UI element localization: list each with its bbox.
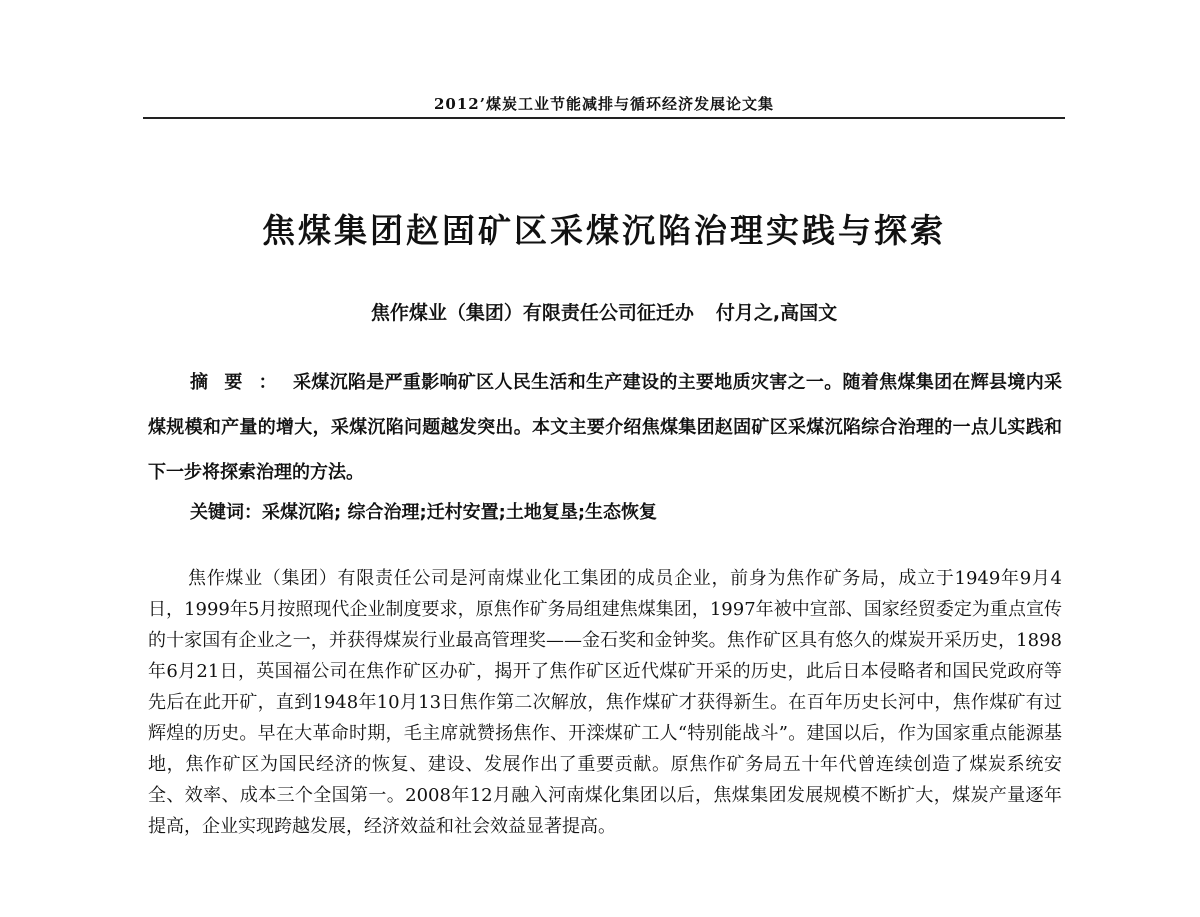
abstract-label: 摘要： — [190, 372, 293, 393]
abstract — [148, 360, 1062, 495]
abstract-text: 采煤沉陷是严重影响矿区人民生活和生产建设的主要地质灾害之一。随着焦煤集团在辉县境内采煤规模和产量的增大，采煤沉陷问题越发突出。本文主要介绍焦煤集团赵固矿区采煤沉陷综合治理的一点儿实践和下一步将探索治理的方法。 — [148, 372, 1063, 483]
authors: 付月之,高国文 — [715, 302, 838, 324]
header-rule — [143, 117, 1065, 119]
paper-title: 焦煤集团赵固矿区采煤沉陷治理实践与探索 — [262, 211, 946, 250]
running-header: 2012’煤炭工业节能减排与循环经济发展论文集 — [434, 95, 774, 113]
keywords — [148, 498, 1062, 524]
keywords-label: 关键词： — [190, 502, 262, 523]
affiliation: 焦作煤业（集团）有限责任公司征迁办 — [370, 302, 694, 324]
keywords-text: 采煤沉陷; 综合治理;迁村安置;土地复垦;生态恢复 — [262, 502, 658, 523]
author-line — [143, 298, 1065, 325]
body-paragraph: 焦作煤业（集团）有限责任公司是河南煤业化工集团的成员企业，前身为焦作矿务局，成立于1949年9月4日，1999年5月按照现代企业制度要求，原焦作矿务局组建焦煤集团，1997年被中宣部、国家经贸委定为重点宣传的十家国有企业之一，并获得煤炭行业最高管理奖——金石奖和金钟奖。焦作矿区具有悠久的煤炭开采历史，1898年6月21日，英国福公司在焦作矿区办矿，揭开了焦作矿区近代煤矿开采的历史，此后日本侵略者和国民党政府等先后在此开矿，直到1948年10月13日焦作第二次解放，焦作煤矿才获得新生。在百年历史长河中，焦作煤矿有过辉煌的历史。早在大革命时期，毛主席就赞扬焦作、开滦煤矿工人“特别能战斗”。建国以后，作为国家重点能源基地，焦作矿区为国民经济的恢复、建设、发展作出了重要贡献。原焦作矿务局五十年代曾连续创造了煤炭系统安全、效率、成本三个全国第一。2008年12月融入河南煤化集团以后，焦煤集团发展规模不断扩大，煤炭产量逐年提高，企业实现跨越发展，经济效益和社会效益显著提高。 — [148, 568, 1062, 837]
